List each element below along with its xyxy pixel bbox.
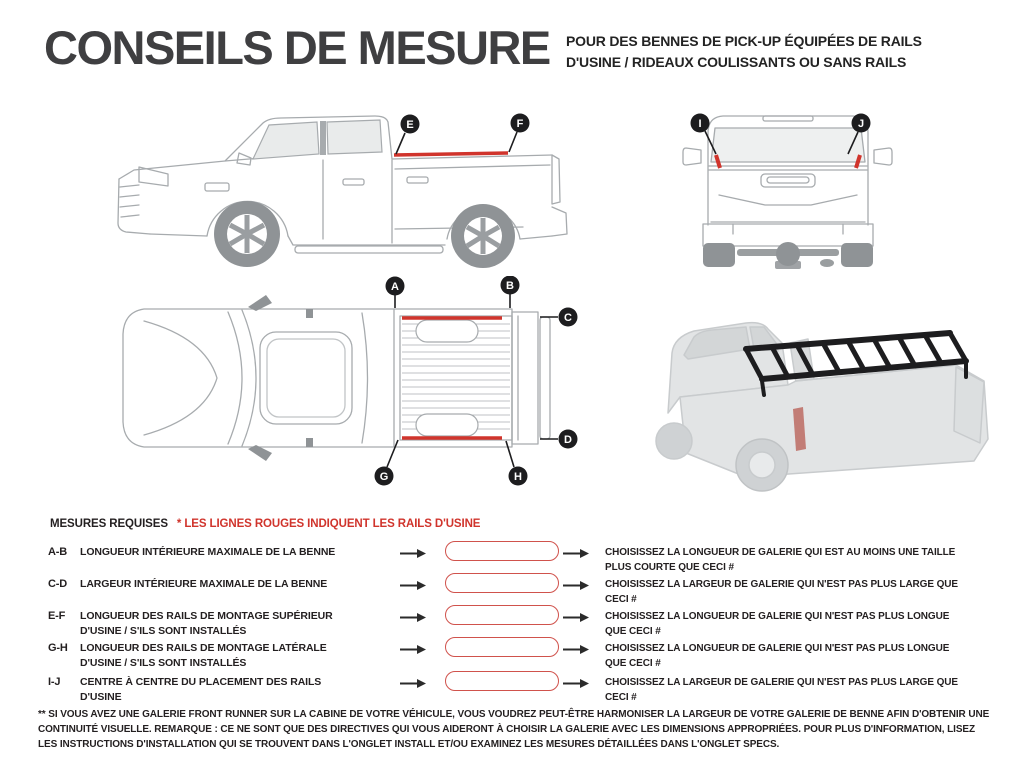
marker-b <box>501 276 520 308</box>
row-key: I-J <box>48 676 61 688</box>
marker-d <box>540 430 578 449</box>
arrow-right-icon <box>400 548 426 563</box>
arrow-right-icon <box>400 612 426 627</box>
arrow-right-icon <box>400 678 426 693</box>
factory-rail-red-line-top <box>394 153 508 155</box>
front-wheel <box>214 201 280 267</box>
advice-text: CHOISISSEZ LA LONGUEUR DE GALERIE QUI EST AU MOINS UNE TAILLE PLUS COURTE QUE CECI # <box>605 547 956 573</box>
row-key: G-H <box>48 642 68 654</box>
label-a: A <box>391 281 399 293</box>
advice-text: CHOISISSEZ LA LONGUEUR DE GALERIE QUI N'EST PAS PLUS LONGUE QUE CECI # <box>605 611 950 637</box>
arrow-right-icon <box>563 644 589 659</box>
row-key: E-F <box>48 610 66 622</box>
measure-label: LONGUEUR DES RAILS DE MONTAGE SUPÉRIEUR D'USINE / S'ILS SONT INSTALLÉS <box>80 610 333 637</box>
advice-text: CHOISISSEZ LA LARGEUR DE GALERIE QUI N'EST PAS PLUS LARGE QUE CECI # <box>605 677 958 703</box>
arrow-right-icon <box>563 548 589 563</box>
measurement-input-cd[interactable] <box>445 573 559 593</box>
truck-top-view-diagram <box>110 276 590 488</box>
advice-text: CHOISISSEZ LA LONGUEUR DE GALERIE QUI N'EST PAS PLUS LONGUE QUE CECI # <box>605 643 950 669</box>
rear-wheel <box>451 204 515 268</box>
arrow-right-icon <box>563 580 589 595</box>
table-heading: MESURES REQUISES <box>50 518 168 530</box>
rear-undercarriage <box>703 242 873 269</box>
page-subtitle: POUR DES BENNES DE PICK-UP ÉQUIPÉES DE RAILS D'USINE / RIDEAUX COULISSANTS OU SANS RAILS <box>566 33 922 70</box>
label-f: F <box>516 118 524 130</box>
truck-side-view-diagram <box>55 103 570 271</box>
row-key: C-D <box>48 578 67 590</box>
arrow-right-icon <box>400 580 426 595</box>
truck-rear-view-diagram <box>675 103 900 271</box>
arrow-right-icon <box>563 612 589 627</box>
red-lines-legend: * LES LIGNES ROUGES INDIQUENT LES RAILS D'USINE <box>176 518 481 530</box>
marker-f <box>509 114 530 153</box>
b-pillar <box>320 121 326 155</box>
marker-e <box>396 115 420 155</box>
advice-text: CHOISISSEZ LA LARGEUR DE GALERIE QUI N'EST PAS PLUS LARGE QUE CECI # <box>605 579 958 605</box>
page-title: CONSEILS DE MESURE <box>44 21 550 74</box>
marker-a <box>386 277 405 309</box>
measure-label: LONGUEUR INTÉRIEURE MAXIMALE DE LA BENNE <box>80 546 336 558</box>
row-key: A-B <box>48 546 67 558</box>
truck-bed-rack-render <box>650 293 1015 493</box>
arrow-right-icon <box>563 678 589 693</box>
marker-h <box>506 441 528 486</box>
measure-label: LARGEUR INTÉRIEURE MAXIMALE DE LA BENNE <box>80 578 328 590</box>
footnote: ** SI VOUS AVEZ UNE GALERIE FRONT RUNNER SUR LA CABINE DE VOTRE VÉHICULE, VOUS VOUDREZ PEUT-ÊTRE HARMONISER LA LARGEUR DE VOTRE GALERIE DE BENNE AFIN D'OBTENIR UNE CONTINUITÉ VISUELLE. REMARQUE : CE NE SONT QUE DES DIRECTIVES QUI VOUS AIDERONT À CHOISIR LA GALERIE AVEC LES DIMENSIONS APPROPRIÉES. POUR PLUS D'INFORMATION, LISEZ LES INSTRUCTIONS D'INSTALLATION QUI SE TROUVENT DANS L'ONGLET INSTALL ET/OU EXAMINEZ LES MESURES DÉTAILLÉES DANS L'ONGLET SPECS. <box>38 709 990 750</box>
label-j: J <box>857 118 865 130</box>
label-c: C <box>564 312 572 324</box>
measurement-input-ij[interactable] <box>445 671 559 691</box>
label-e: E <box>406 119 414 131</box>
measure-label: CENTRE À CENTRE DU PLACEMENT DES RAILS D'USINE <box>80 676 322 703</box>
label-g: G <box>379 471 389 483</box>
label-d: D <box>564 434 572 446</box>
label-b: B <box>506 280 514 292</box>
measure-label: LONGUEUR DES RAILS DE MONTAGE LATÉRALE D'USINE / S'ILS SONT INSTALLÉS <box>80 642 327 669</box>
label-i: I <box>698 118 702 130</box>
label-h: H <box>514 471 522 483</box>
measurement-input-ab[interactable] <box>445 541 559 561</box>
measurement-input-ef[interactable] <box>445 605 559 625</box>
measurement-input-gh[interactable] <box>445 637 559 657</box>
marker-c <box>540 308 578 327</box>
table-heading-row <box>50 518 480 530</box>
arrow-right-icon <box>400 644 426 659</box>
